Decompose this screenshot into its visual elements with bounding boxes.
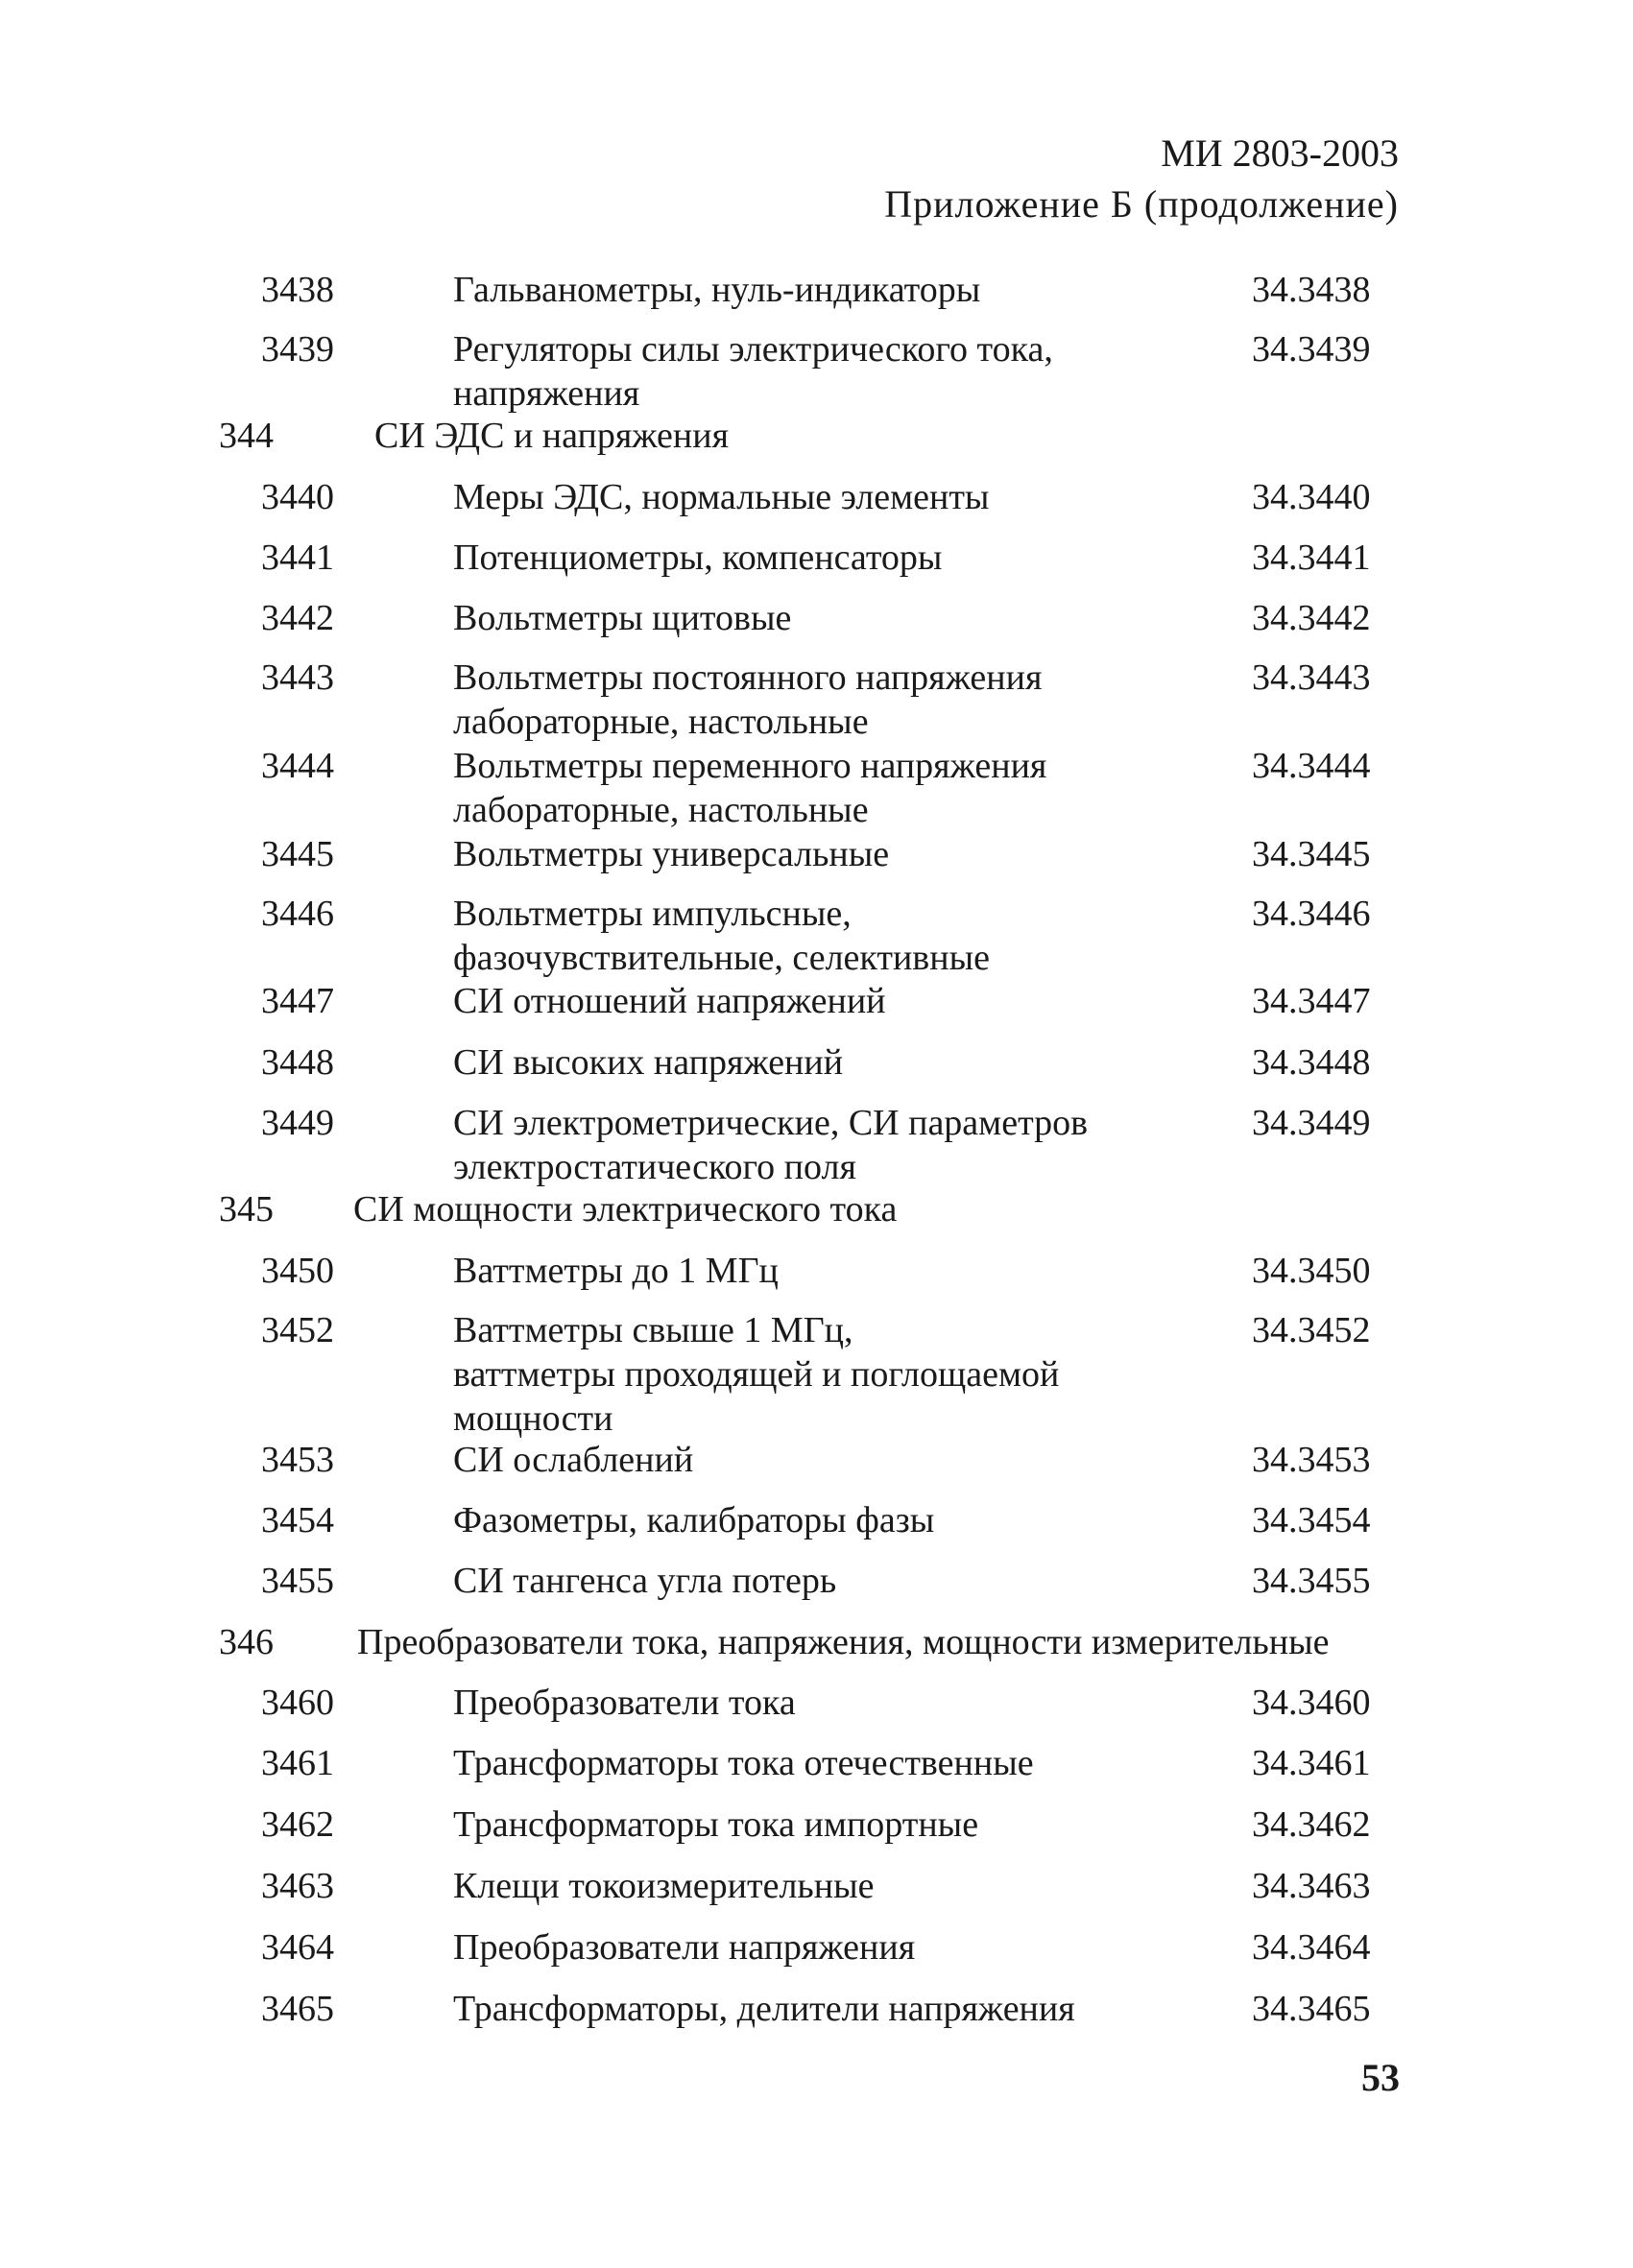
row-description: СИ ослаблений <box>453 1440 694 1480</box>
row-description: Потенциометры, компенсаторы <box>453 537 943 578</box>
page-number: 53 <box>1361 2056 1400 2099</box>
row-code: 34.3464 <box>1252 1927 1371 1968</box>
row-number: 3460 <box>261 1683 334 1723</box>
row-code: 34.3460 <box>1252 1683 1371 1723</box>
row-number: 3450 <box>261 1251 334 1291</box>
row-code: 34.3454 <box>1252 1500 1371 1540</box>
row-description: СИ электрометрические, СИ параметров электростатического поля <box>453 1103 1089 1187</box>
group-number: 346 <box>219 1622 274 1662</box>
row-code: 34.3449 <box>1252 1103 1371 1143</box>
row-number: 3465 <box>261 1989 334 2029</box>
row-description: СИ отношений напряжений <box>453 981 886 1021</box>
row-number: 3454 <box>261 1500 334 1540</box>
row-description: СИ высоких напряжений <box>453 1042 844 1083</box>
row-description: Ваттметры до 1 МГц <box>453 1251 779 1291</box>
row-description: Преобразователи напряжения <box>453 1927 916 1968</box>
row-code: 34.3443 <box>1252 657 1371 698</box>
row-description: Регуляторы силы электрического тока, напряжения <box>453 329 1053 414</box>
row-description: Трансформаторы, делители напряжения <box>453 1989 1075 2029</box>
row-number: 3441 <box>261 537 334 578</box>
row-number: 3446 <box>261 894 334 934</box>
row-number: 3461 <box>261 1743 334 1783</box>
row-number: 3449 <box>261 1103 334 1143</box>
row-code: 34.3446 <box>1252 894 1371 934</box>
document-code: МИ 2803-2003 <box>1161 131 1399 175</box>
row-code: 34.3450 <box>1252 1251 1371 1291</box>
row-code: 34.3447 <box>1252 981 1371 1021</box>
row-description: Фазометры, калибраторы фазы <box>453 1500 935 1540</box>
row-code: 34.3438 <box>1252 270 1371 310</box>
row-code: 34.3442 <box>1252 598 1371 638</box>
row-number: 3442 <box>261 598 334 638</box>
row-code: 34.3453 <box>1252 1440 1371 1480</box>
row-description: Вольтметры переменного напряжения лабораторные, настольные <box>453 746 1047 830</box>
row-number: 3438 <box>261 270 334 310</box>
group-number: 344 <box>219 416 274 456</box>
group-title: Преобразователи тока, напряжения, мощности измерительные <box>357 1622 1330 1662</box>
appendix-label: Приложение Б (продолжение) <box>884 182 1399 226</box>
row-number: 3444 <box>261 746 334 786</box>
row-number: 3443 <box>261 657 334 698</box>
row-code: 34.3452 <box>1252 1310 1371 1350</box>
row-description: Вольтметры постоянного напряжения лабораторные, настольные <box>453 657 1043 742</box>
row-code: 34.3444 <box>1252 746 1371 786</box>
row-description: СИ тангенса угла потерь <box>453 1561 837 1601</box>
row-number: 3463 <box>261 1866 334 1906</box>
row-code: 34.3465 <box>1252 1989 1371 2029</box>
row-code: 34.3448 <box>1252 1042 1371 1083</box>
group-number: 345 <box>219 1189 274 1229</box>
row-number: 3455 <box>261 1561 334 1601</box>
row-code: 34.3462 <box>1252 1804 1371 1845</box>
row-code: 34.3441 <box>1252 537 1371 578</box>
row-description: Трансформаторы тока отечественные <box>453 1743 1034 1783</box>
group-title: СИ ЭДС и напряжения <box>374 416 730 456</box>
row-description: Вольтметры универсальные <box>453 834 890 874</box>
row-description: Преобразователи тока <box>453 1683 796 1723</box>
row-number: 3464 <box>261 1927 334 1968</box>
row-code: 34.3440 <box>1252 477 1371 517</box>
row-code: 34.3439 <box>1252 329 1371 370</box>
row-description: Трансформаторы тока импортные <box>453 1804 979 1845</box>
row-description: Вольтметры щитовые <box>453 598 792 638</box>
row-description: Вольтметры импульсные, фазочувствительные, селективные <box>453 894 990 978</box>
row-description: Клещи токоизмерительные <box>453 1866 875 1906</box>
row-description: Гальванометры, нуль-индикаторы <box>453 270 981 310</box>
row-code: 34.3463 <box>1252 1866 1371 1906</box>
group-title: СИ мощности электрического тока <box>353 1189 898 1229</box>
row-number: 3439 <box>261 329 334 370</box>
row-number: 3447 <box>261 981 334 1021</box>
row-number: 3448 <box>261 1042 334 1083</box>
row-description: Ваттметры свыше 1 МГц, ваттметры проходящей и поглощаемой мощности <box>453 1310 1060 1439</box>
row-number: 3453 <box>261 1440 334 1480</box>
row-number: 3440 <box>261 477 334 517</box>
row-code: 34.3461 <box>1252 1743 1371 1783</box>
row-code: 34.3455 <box>1252 1561 1371 1601</box>
row-number: 3445 <box>261 834 334 874</box>
row-number: 3452 <box>261 1310 334 1350</box>
row-code: 34.3445 <box>1252 834 1371 874</box>
row-number: 3462 <box>261 1804 334 1845</box>
row-description: Меры ЭДС, нормальные элементы <box>453 477 990 517</box>
